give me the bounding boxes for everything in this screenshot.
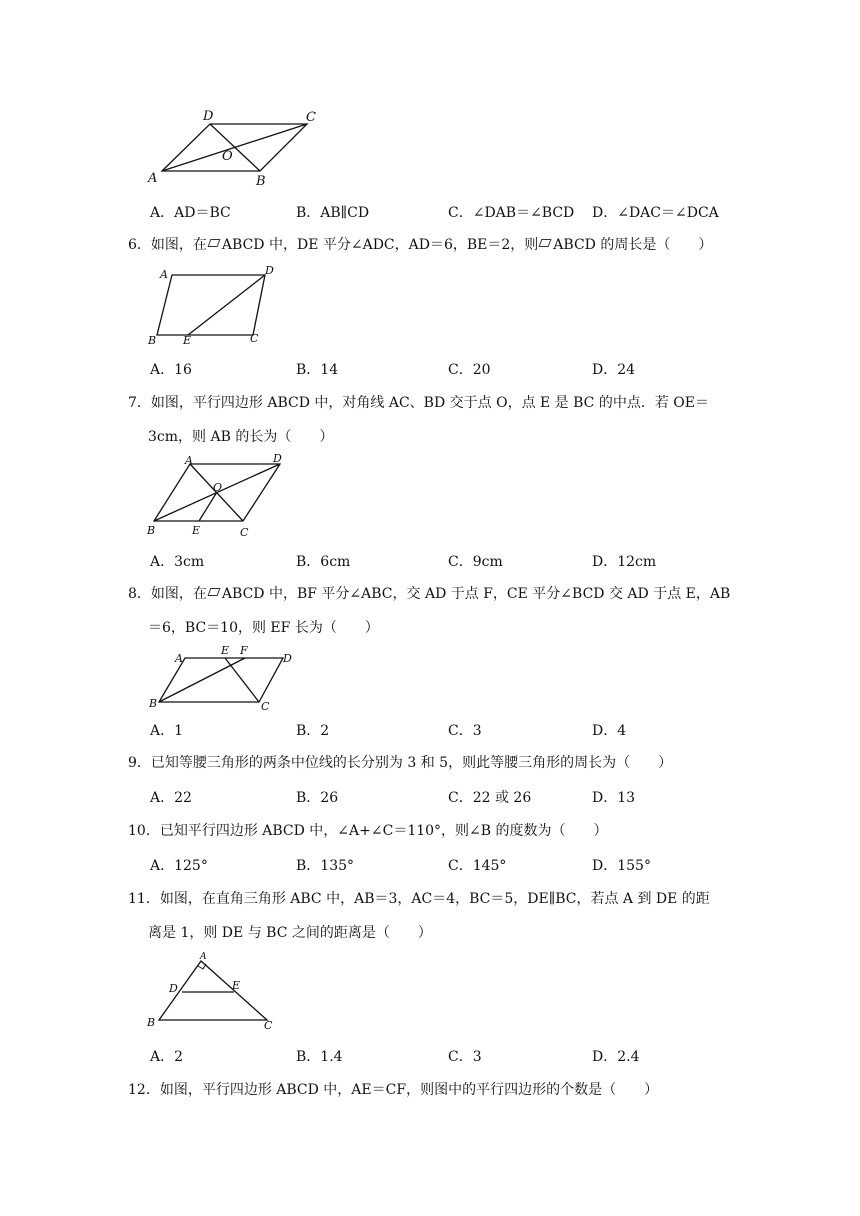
q10-stem: 10．已知平行四边形 ABCD 中，∠A+∠C＝110°，则∠B 的度数为（ ） [128, 823, 608, 839]
option-b[interactable]: B．26 [296, 790, 339, 806]
label-b: B [256, 174, 266, 189]
label-d: D [273, 452, 282, 465]
q11-options [150, 1046, 750, 1066]
q7-figure [140, 452, 300, 542]
option-d[interactable]: D．13 [592, 790, 636, 806]
q10-options [150, 855, 750, 875]
label-d: D [169, 982, 178, 995]
label-b: B [147, 1016, 156, 1029]
q11-figure [140, 950, 290, 1035]
q6-text-2: ABCD 中，DE 平分∠ADC，AD＝6，BE＝2，则 [221, 237, 539, 253]
option-d[interactable]: D．4 [592, 723, 627, 739]
option-a[interactable]: A．AD＝BC [150, 205, 231, 221]
option-b[interactable]: B．135° [296, 858, 355, 874]
q7-options [150, 551, 750, 571]
option-b[interactable]: B．2 [296, 723, 330, 739]
option-c[interactable]: C．3 [448, 1049, 482, 1065]
q9-stem: 9．已知等腰三角形的两条中位线的长分别为 3 和 5，则此等腰三角形的周长为（ ） [128, 755, 673, 771]
label-d: D [283, 652, 292, 665]
parallelogram-symbol-icon [539, 239, 552, 247]
q11-stem-line1: 11．如图，在直角三角形 ABC 中，AB＝3，AC＝4，BC＝5，DE∥BC，若点 A 到 DE 的距 [128, 891, 710, 907]
option-c[interactable]: C．22 或 26 [448, 790, 532, 806]
option-a[interactable]: A．16 [150, 362, 192, 378]
q6-figure [140, 262, 290, 352]
q11-stem-line2: 离是 1，则 DE 与 BC 之间的距离是（ ） [148, 925, 432, 941]
label-e: E [183, 334, 192, 347]
q5-figure [140, 100, 340, 195]
q7-stem-line1: 7．如图，平行四边形 ABCD 中，对角线 AC、BD 交于点 O，点 E 是 BC 的中点．若 OE＝ [128, 395, 709, 411]
q8-text-1: 8．如图，在 [128, 586, 207, 602]
label-a: A [148, 171, 158, 186]
option-a[interactable]: A．3cm [150, 554, 205, 570]
parallelogram-symbol-icon [207, 239, 220, 247]
q8-figure [140, 640, 310, 720]
parallelogram-symbol-icon [207, 588, 220, 596]
parallelogram [157, 275, 265, 335]
segment-ce [225, 658, 259, 702]
option-d[interactable]: D．∠DAC＝∠DCA [592, 205, 719, 221]
label-c: C [250, 332, 259, 345]
label-o: O [213, 481, 223, 494]
q6-text-1: 6．如图，在 [128, 237, 207, 253]
label-o: O [222, 149, 233, 164]
label-a: A [185, 454, 193, 467]
option-c[interactable]: C．3 [448, 723, 482, 739]
label-a: A [175, 652, 183, 665]
label-e: E [221, 644, 230, 657]
label-e: E [192, 524, 201, 537]
label-d: D [265, 264, 274, 277]
label-b: B [148, 334, 157, 347]
q8-stem-line2: ＝6，BC＝10，则 EF 长为（ ） [148, 620, 379, 636]
segment-de [188, 275, 265, 335]
option-a[interactable]: A．2 [150, 1049, 184, 1065]
option-d[interactable]: D．24 [592, 362, 636, 378]
option-c[interactable]: C．∠DAB＝∠BCD [448, 205, 575, 221]
q5-options [150, 202, 750, 222]
q12-stem: 12．如图，平行四边形 ABCD 中，AE＝CF，则图中的平行四边形的个数是（ ） [128, 1082, 659, 1098]
label-b: B [149, 697, 158, 710]
q8-options [150, 720, 750, 740]
option-d[interactable]: D．155° [592, 858, 651, 874]
option-b[interactable]: B．1.4 [296, 1049, 343, 1065]
label-b: B [147, 524, 156, 537]
option-d[interactable]: D．2.4 [592, 1049, 640, 1065]
q6-options [150, 359, 750, 379]
option-b[interactable]: B．6cm [296, 554, 351, 570]
label-c: C [264, 1019, 273, 1032]
option-a[interactable]: A．22 [150, 790, 192, 806]
q8-stem-line1 [128, 584, 730, 604]
q9-options [150, 787, 750, 807]
label-e: E [232, 979, 241, 992]
option-c[interactable]: C．20 [448, 362, 491, 378]
q6-text-3: ABCD 的周长是（ ） [553, 237, 713, 253]
option-b[interactable]: B．AB∥CD [296, 205, 370, 221]
option-a[interactable]: A．125° [150, 858, 208, 874]
label-a: A [160, 268, 168, 281]
q7-stem-line2: 3cm，则 AB 的长为（ ） [148, 429, 334, 445]
label-c: C [261, 700, 270, 713]
label-a: A [200, 952, 207, 962]
diagonal-bd [210, 124, 260, 171]
option-b[interactable]: B．14 [296, 362, 339, 378]
option-c[interactable]: C．9cm [448, 554, 503, 570]
label-c: C [306, 110, 316, 125]
option-a[interactable]: A．1 [150, 723, 184, 739]
label-d: D [203, 109, 214, 124]
q6-stem [128, 235, 712, 255]
label-f: F [240, 644, 248, 657]
label-c: C [240, 526, 249, 539]
option-c[interactable]: C．145° [448, 858, 507, 874]
option-d[interactable]: D．12cm [592, 554, 657, 570]
q8-text-2: ABCD 中，BF 平分∠ABC，交 AD 于点 F，CE 平分∠BCD 交 AD 于点 E，AB [221, 586, 731, 602]
